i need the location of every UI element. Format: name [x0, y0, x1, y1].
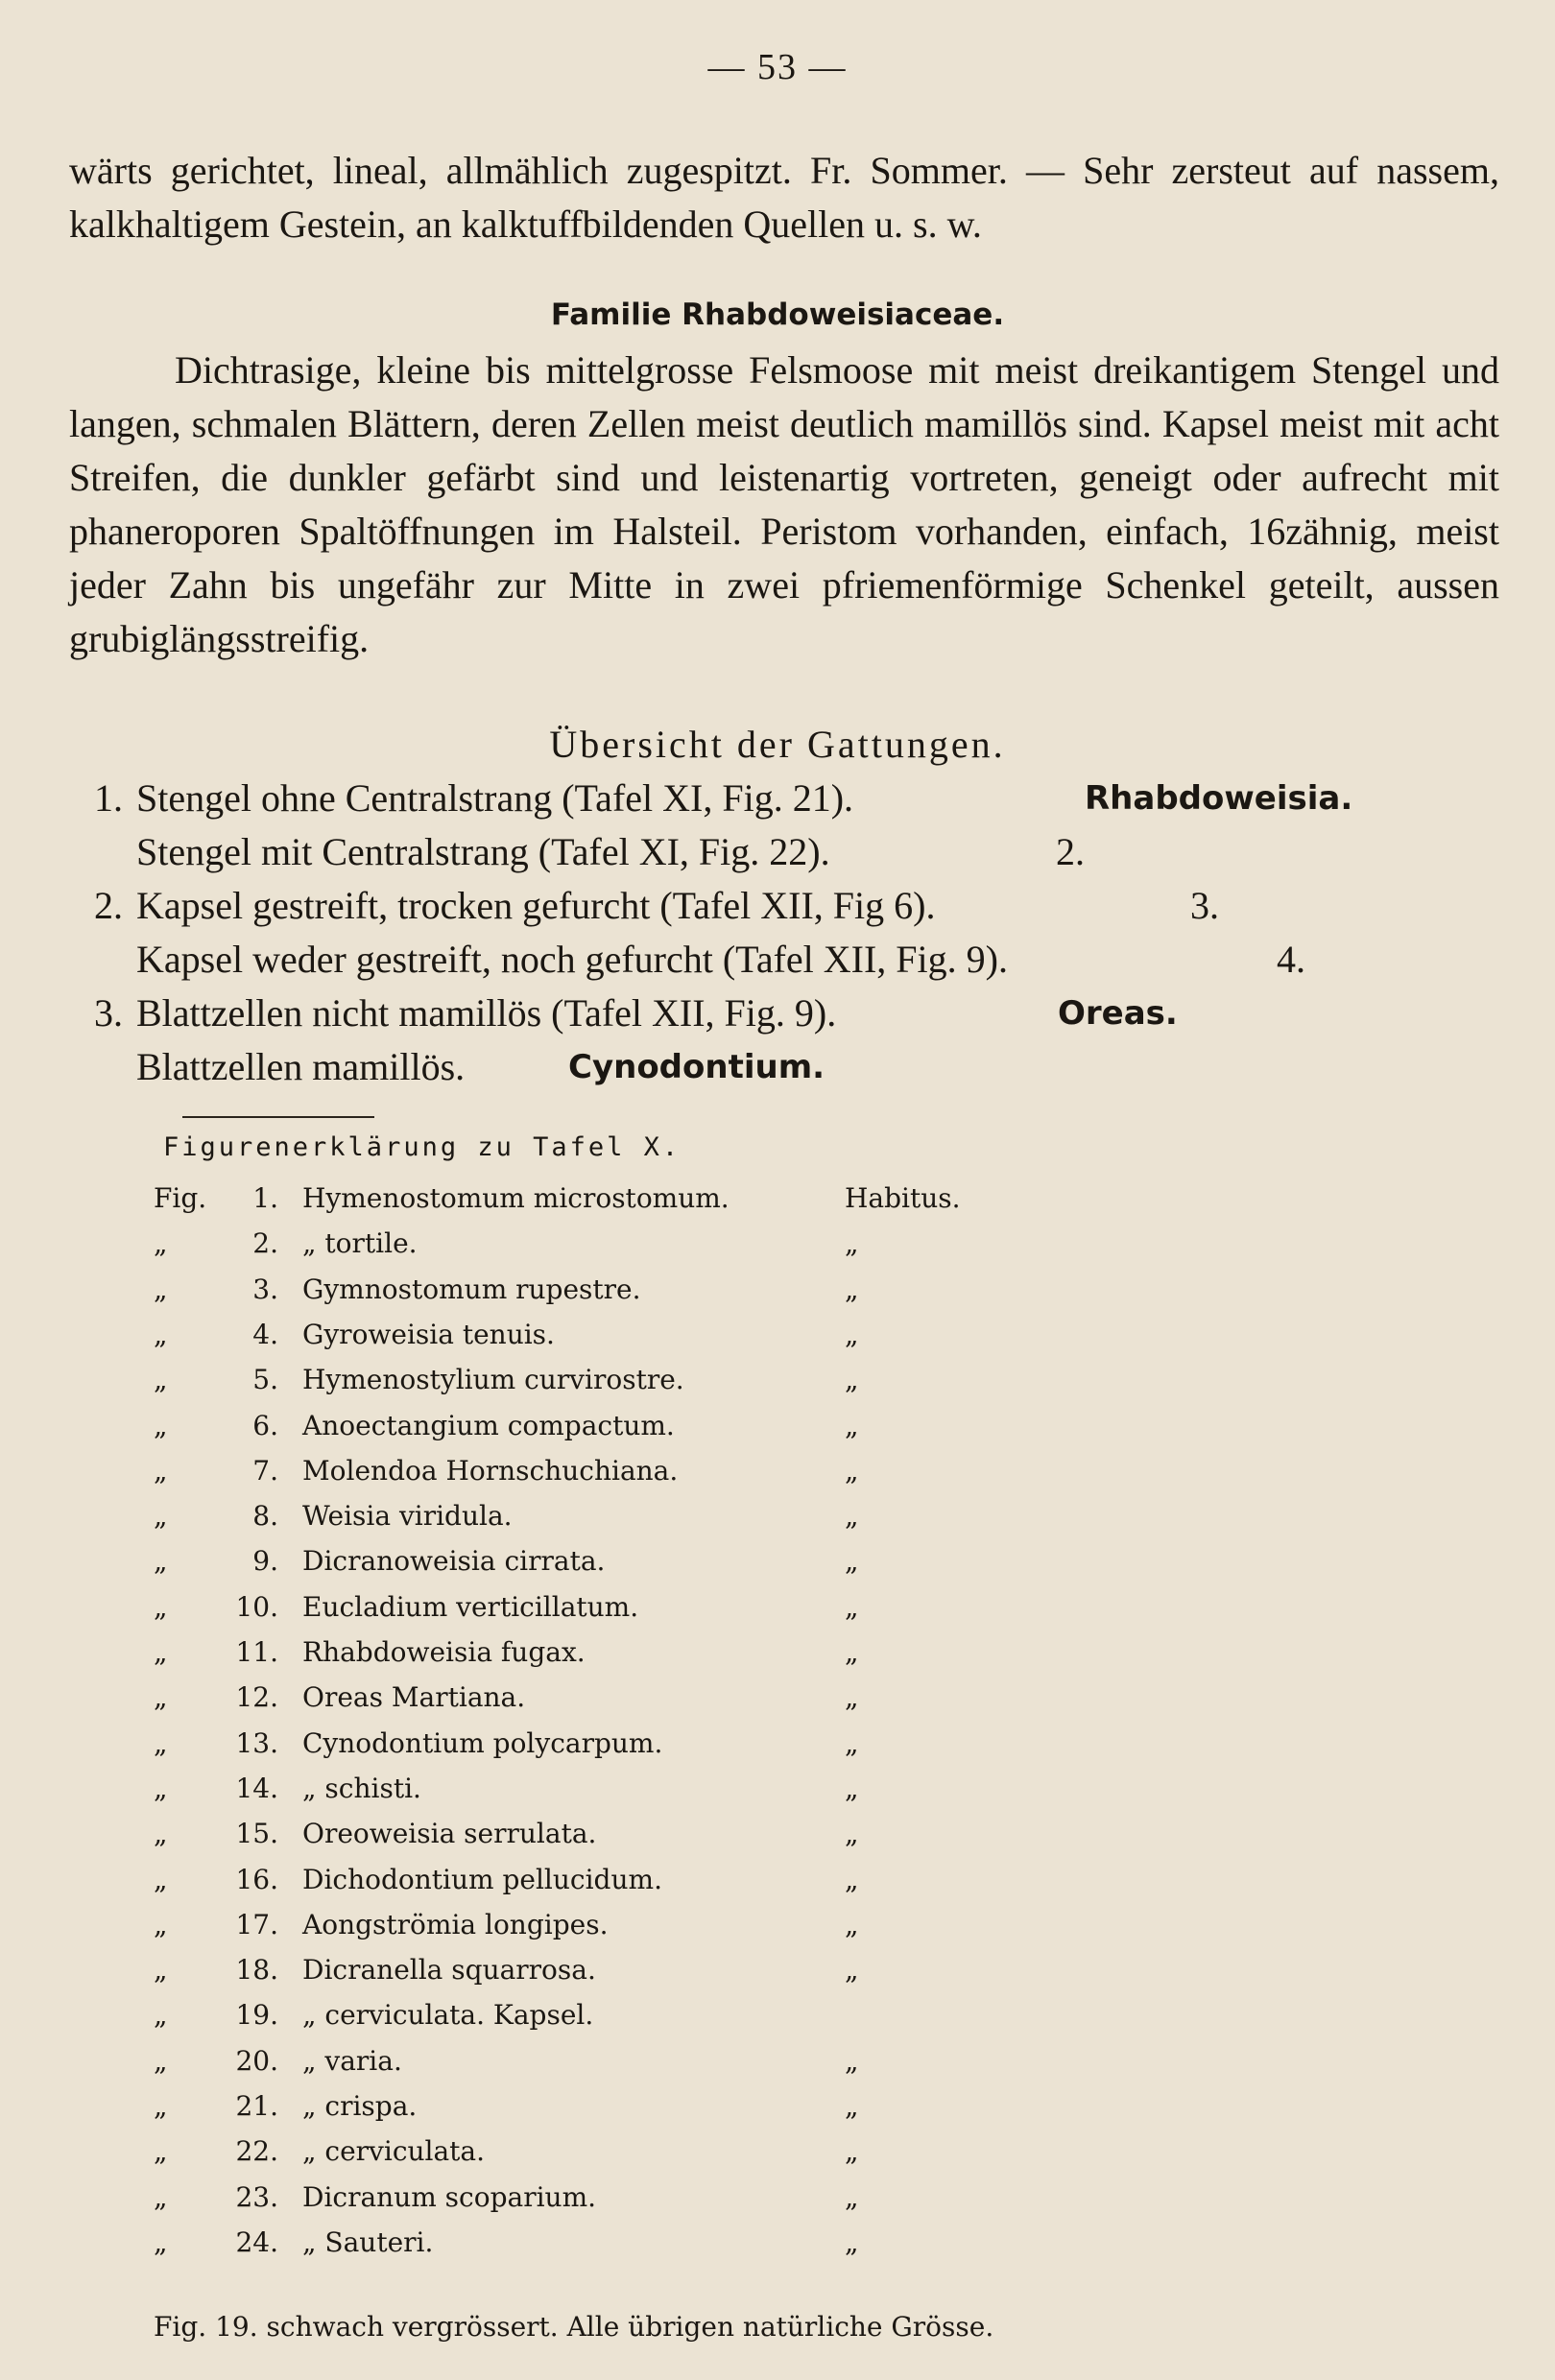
figure-species: Gyroweisia tenuis. — [302, 1319, 555, 1350]
figure-number: 13. — [235, 1727, 278, 1759]
figure-number: 20. — [235, 2045, 278, 2077]
key-result: 2. — [1056, 830, 1085, 873]
figure-species: „ schisti. — [302, 1773, 421, 1804]
figure-ditto: „ — [845, 1909, 859, 1940]
figure-ditto: „ — [845, 1864, 859, 1895]
figure-number: 5. — [252, 1364, 278, 1395]
figure-row — [0, 2090, 1555, 2134]
figure-prefix: „ — [154, 1909, 168, 1940]
figure-prefix: „ — [154, 2181, 168, 2213]
figure-row — [0, 2226, 1555, 2271]
figure-species: Dicranella squarrosa. — [302, 1954, 596, 1986]
figure-legend-footer: Fig. 19. schwach vergrössert. Alle übrigen natürliche Grösse. — [154, 2311, 994, 2343]
key-result: Oreas. — [1058, 994, 1178, 1033]
figure-ditto: „ — [845, 1773, 859, 1804]
key-result: 4. — [1277, 938, 1305, 981]
figure-prefix: Fig. — [154, 1182, 207, 1214]
figure-number: 22. — [235, 2135, 278, 2167]
figure-number: 10. — [235, 1591, 278, 1623]
figure-prefix: „ — [154, 1545, 168, 1577]
key-result: Rhabdoweisia. — [1085, 779, 1353, 818]
figure-prefix: „ — [154, 1636, 168, 1668]
figure-species: „ crispa. — [302, 2090, 418, 2122]
key-number: 1. — [94, 776, 123, 820]
figure-number: 2. — [252, 1227, 278, 1259]
figure-ditto: „ — [845, 1410, 859, 1441]
figure-species: „ varia. — [302, 2045, 402, 2077]
figure-number: 1. — [252, 1182, 278, 1214]
figure-number: 8. — [252, 1500, 278, 1532]
figure-number: 17. — [235, 1909, 278, 1940]
figure-species: Cynodontium polycarpum. — [302, 1727, 663, 1759]
figure-species: „ cerviculata. Kapsel. — [302, 1999, 594, 2031]
section-divider — [182, 1116, 374, 1118]
figure-species: Dicranum scoparium. — [302, 2181, 597, 2213]
figure-species: Hymenostomum microstomum. — [302, 1182, 730, 1214]
figure-ditto: „ — [845, 2181, 859, 2213]
figure-prefix: „ — [154, 1954, 168, 1986]
figure-ditto: Habitus. — [845, 1182, 961, 1214]
figure-ditto: „ — [845, 1818, 859, 1849]
figure-prefix: „ — [154, 2090, 168, 2122]
key-text: Kapsel weder gestreift, noch gefurcht (Tafel XII, Fig. 9). — [136, 938, 1008, 981]
key-text: Stengel mit Centralstrang (Tafel XI, Fig. 22). — [136, 830, 830, 873]
figure-prefix: „ — [154, 1364, 168, 1395]
figure-prefix: „ — [154, 2045, 168, 2077]
key-text: Blattzellen nicht mamillös (Tafel XII, Fig. 9). — [136, 991, 837, 1035]
figure-species: Hymenostylium curvirostre. — [302, 1364, 684, 1395]
figure-species: Rhabdoweisia fugax. — [302, 1636, 586, 1668]
figure-prefix: „ — [154, 1273, 168, 1305]
key-number: 3. — [94, 991, 123, 1035]
figure-ditto: „ — [845, 1319, 859, 1350]
figure-prefix: „ — [154, 1773, 168, 1804]
figure-ditto: „ — [845, 1954, 859, 1986]
figure-row — [0, 1909, 1555, 1953]
figure-row — [0, 1727, 1555, 1772]
figure-number: 24. — [235, 2226, 278, 2258]
figure-ditto: „ — [845, 1500, 859, 1532]
figure-row — [0, 1273, 1555, 1318]
figure-prefix: „ — [154, 1999, 168, 2031]
figure-ditto: „ — [845, 1455, 859, 1487]
figure-species: Weisia viridula. — [302, 1500, 513, 1532]
figure-row — [0, 1364, 1555, 1408]
figure-prefix: „ — [154, 1818, 168, 1849]
figure-number: 15. — [235, 1818, 278, 1849]
figure-number: 21. — [235, 2090, 278, 2122]
figure-ditto: „ — [845, 1364, 859, 1395]
key-text: Blattzellen mamillös. — [136, 1045, 466, 1088]
figure-row — [0, 1773, 1555, 1817]
figure-prefix: „ — [154, 1591, 168, 1623]
figure-prefix: „ — [154, 1681, 168, 1713]
key-text: Kapsel gestreift, trocken gefurcht (Tafel XII, Fig 6). — [136, 884, 936, 927]
figure-ditto: „ — [845, 2135, 859, 2167]
figure-prefix: „ — [154, 1455, 168, 1487]
figure-row — [0, 1681, 1555, 1726]
figure-row — [0, 1818, 1555, 1862]
figure-ditto: „ — [845, 2045, 859, 2077]
figure-species: Dichodontium pellucidum. — [302, 1864, 662, 1895]
figure-species: Gymnostomum rupestre. — [302, 1273, 641, 1305]
figure-ditto: „ — [845, 1636, 859, 1668]
figure-row — [0, 2181, 1555, 2225]
intro-paragraph: wärts gerichtet, lineal, allmählich zugespitzt. Fr. Sommer. — Sehr zersteut auf nassem, kalkhaltigem Gestein, an kalktuffbildenden Quellen u. s. w. — [69, 149, 1499, 246]
figure-prefix: „ — [154, 1864, 168, 1895]
family-description: Dichtrasige, kleine bis mittelgrosse Felsmoose mit meist dreikantigem Stengel und langen, schmalen Blättern, deren Zellen meist deutlich mamillös sind. Kapsel meist mit acht Streifen, die dunkler gefärbt sind und leistenartig vortreten, geneigt oder aufrecht mit phaneroporen Spaltöffnungen im Halsteil. Peristom vorhanden, einfach, 16zähnig, meist jeder Zahn bis ungefähr zur Mitte in zwei pfriemenförmige Schenkel geteilt, aussen grubiglängsstreifig. — [69, 348, 1499, 660]
figure-prefix: „ — [154, 1227, 168, 1259]
figure-species: Anoectangium compactum. — [302, 1410, 675, 1441]
page-number: — 53 — — [707, 47, 848, 87]
key-text: Stengel ohne Centralstrang (Tafel XI, Fig. 21). — [136, 776, 854, 820]
figure-ditto: „ — [845, 2090, 859, 2122]
figure-row — [0, 1545, 1555, 1589]
figure-row — [0, 1999, 1555, 2043]
figure-row — [0, 1182, 1555, 1226]
figure-number: 11. — [235, 1636, 278, 1668]
figure-number: 14. — [235, 1773, 278, 1804]
figure-number: 16. — [235, 1864, 278, 1895]
figure-species: „ cerviculata. — [302, 2135, 486, 2167]
figure-prefix: „ — [154, 2226, 168, 2258]
figure-ditto: „ — [845, 1727, 859, 1759]
figure-number: 4. — [252, 1319, 278, 1350]
figure-ditto: „ — [845, 1545, 859, 1577]
figure-row — [0, 1636, 1555, 1680]
figure-number: 7. — [252, 1455, 278, 1487]
figure-row — [0, 1227, 1555, 1272]
figure-species: Molendoa Hornschuchiana. — [302, 1455, 679, 1487]
figure-row — [0, 1500, 1555, 1544]
figure-species: „ Sauteri. — [302, 2226, 434, 2258]
figure-ditto: „ — [845, 1681, 859, 1713]
key-number: 2. — [94, 884, 123, 927]
figure-species: Oreoweisia serrulata. — [302, 1818, 597, 1849]
figure-species: Aongströmia longipes. — [302, 1909, 609, 1940]
figure-row — [0, 1319, 1555, 1363]
overview-title: Übersicht der Gattungen. — [549, 723, 1006, 766]
figure-number: 23. — [235, 2181, 278, 2213]
figure-legend-title: Figurenerklärung zu Tafel X. — [163, 1132, 682, 1162]
figure-row — [0, 1591, 1555, 1635]
key-result: Cynodontium. — [568, 1048, 825, 1086]
figure-row — [0, 2045, 1555, 2089]
figure-ditto: „ — [845, 2226, 859, 2258]
figure-prefix: „ — [154, 2135, 168, 2167]
figure-species: Eucladium verticillatum. — [302, 1591, 639, 1623]
figure-prefix: „ — [154, 1410, 168, 1441]
figure-row — [0, 1954, 1555, 1998]
figure-number: 19. — [235, 1999, 278, 2031]
figure-number: 3. — [252, 1273, 278, 1305]
figure-prefix: „ — [154, 1319, 168, 1350]
figure-ditto: „ — [845, 1227, 859, 1259]
figure-prefix: „ — [154, 1500, 168, 1532]
figure-species: Dicranoweisia cirrata. — [302, 1545, 606, 1577]
figure-row — [0, 1410, 1555, 1454]
figure-number: 6. — [252, 1410, 278, 1441]
family-heading: Familie Rhabdoweisiaceae. — [550, 298, 1005, 332]
figure-row — [0, 2135, 1555, 2179]
figure-ditto: „ — [845, 1273, 859, 1305]
figure-number: 12. — [235, 1681, 278, 1713]
key-result: 3. — [1190, 884, 1219, 927]
figure-ditto: „ — [845, 1591, 859, 1623]
figure-number: 9. — [252, 1545, 278, 1577]
figure-row — [0, 1455, 1555, 1499]
figure-species: „ tortile. — [302, 1227, 418, 1259]
figure-prefix: „ — [154, 1727, 168, 1759]
figure-number: 18. — [235, 1954, 278, 1986]
figure-species: Oreas Martiana. — [302, 1681, 526, 1713]
figure-row — [0, 1864, 1555, 1908]
